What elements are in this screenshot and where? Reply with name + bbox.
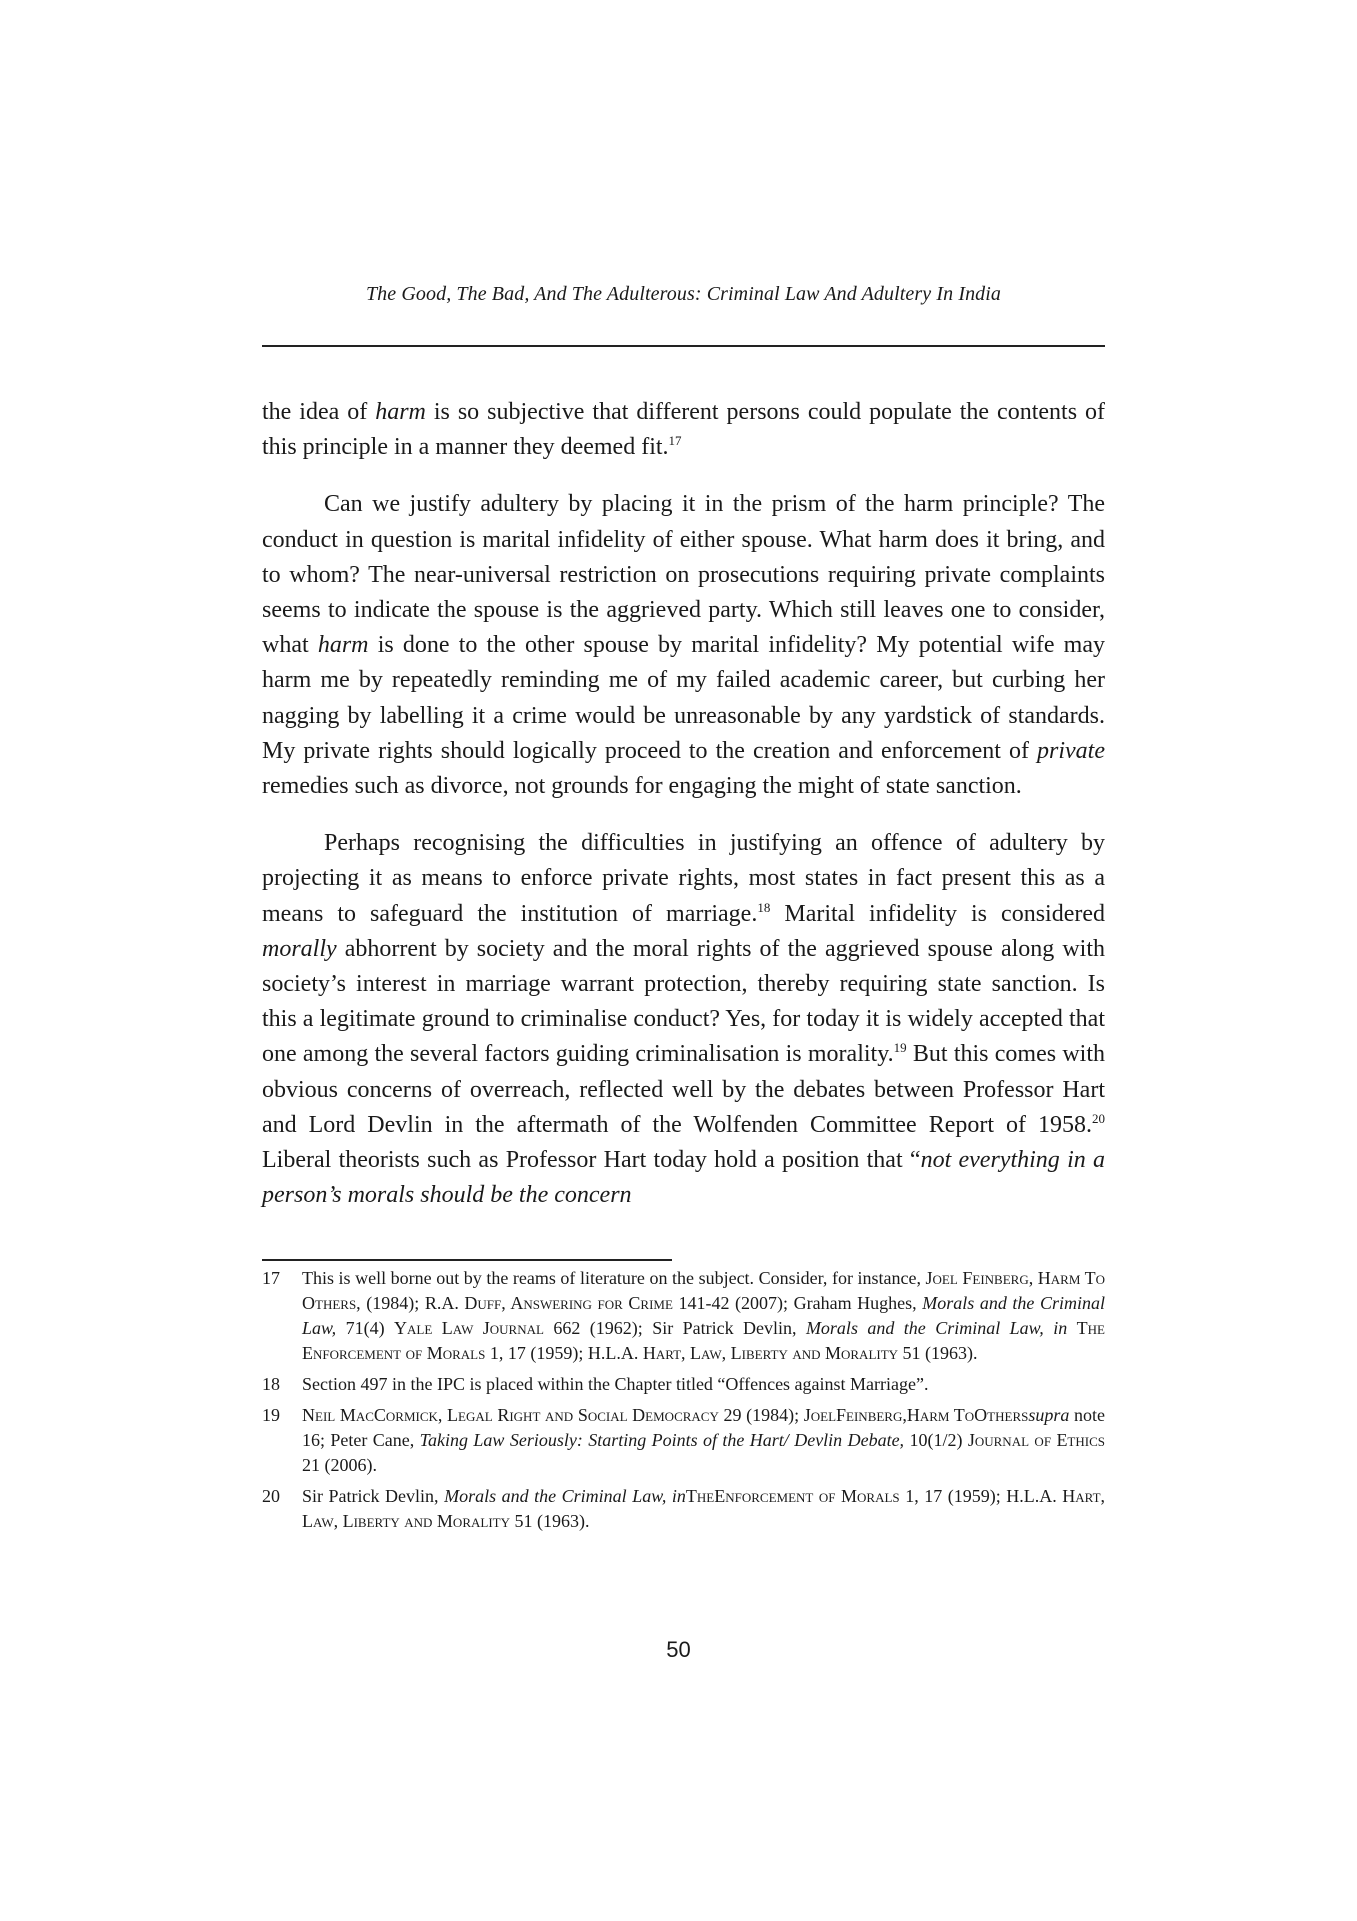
text-run: But this comes with obvious concerns of overreach, reflected well by the debates between Professor Hart and Lord Devlin in the aftermath of the Wolfenden Committee Report of 1958. [262, 1041, 1105, 1138]
text-run: the idea of [262, 399, 376, 425]
paragraph-1 [262, 395, 1105, 465]
emphasis: harm [317, 632, 369, 659]
footnote-ref-17[interactable]: 17 [668, 433, 682, 449]
emphasis: not everything in a person’s morals should be the concern [262, 1147, 1106, 1209]
footnote-number: 20 [262, 1486, 280, 1506]
text-run: Liberal theorists such as Professor Hart today hold a position that “ [262, 1147, 921, 1174]
emphasis: morally [262, 935, 337, 962]
footnote-number: 18 [262, 1374, 280, 1394]
text-run: Perhaps recognising the difficulties in justifying an offence of adultery by projecting it as means to enforce private rights, most states in fact present this as a means to safeguard the institution of marriage. [262, 830, 1105, 927]
footnote-ref-19[interactable]: 19 [893, 1040, 907, 1056]
text-run: Marital infidelity is considered [770, 900, 1105, 927]
header-rule [262, 345, 1105, 347]
emphasis: private [1037, 737, 1105, 764]
text-run: abhorrent by society and the moral rights of the aggrieved spouse along with society’s interest in marriage warrant protection, thereby requiring state sanction. Is this a legitimate ground to criminalise conduct? Yes, for today it is widely accepted that one among the several factors guiding criminalisation is morality. [262, 935, 1105, 1068]
emphasis: harm [375, 399, 426, 425]
running-head: The Good, The Bad, And The Adulterous: Criminal Law And Adultery In India [365, 283, 1002, 305]
paragraph-2 [262, 487, 1105, 804]
text-run: Can we justify adultery by placing it in the prism of the harm principle? The conduct in question is marital infidelity of either spouse. What harm does it bring, and to whom? The near-universal restriction on prosecutions requiring private complaints seems to indicate the spouse is the aggrieved party. Which still leaves one to consider, what [262, 491, 1105, 659]
footnotes [262, 1266, 1105, 1540]
footnote-ref-18[interactable]: 18 [757, 899, 771, 915]
footnote-19 [262, 1403, 1105, 1478]
footnote-text: Sir Patrick Devlin, Morals and the Criminal Law, inTheEnforcement of Morals 1, 17 (1959); H.L.A. Hart, Law, Liberty and Morality 51 (1963). [302, 1486, 1106, 1531]
footnote-17 [262, 1266, 1105, 1366]
text-run: remedies such as divorce, not grounds for engaging the might of state sanction. [262, 773, 1022, 800]
footnote-20 [262, 1484, 1105, 1534]
body-text [262, 395, 1105, 1235]
page-number: 50 [666, 1637, 691, 1662]
footnote-ref-20[interactable]: 20 [1092, 1110, 1105, 1126]
footnote-text: Section 497 in the IPC is placed within the Chapter titled “Offences against Marriage”. [302, 1374, 929, 1394]
footnote-text: Neil MacCormick, Legal Right and Social Democracy 29 (1984); JoelFeinberg,Harm ToOtherssupra note 16; Peter Cane, Taking Law Seriously: Starting Points of the Hart/ Devlin Debate, 10(1/2) Journal of Ethics 21 (2006). [302, 1405, 1105, 1475]
text-run: is done to the other spouse by marital infidelity? My potential wife may harm me by repeatedly reminding me of my failed academic career, but curbing her nagging by labelling it a crime would be unreasonable by any yardstick of standards. My private rights should logically proceed to the creation and enforcement of [262, 632, 1106, 764]
footnote-18 [262, 1372, 1105, 1397]
text-run: is so subjective that different persons could populate the contents of this principle in a manner they deemed fit. [262, 399, 1105, 461]
footnote-number: 19 [262, 1405, 280, 1425]
footnote-text: This is well borne out by the reams of literature on the subject. Consider, for instance, Joel Feinberg, Harm To Others, (1984); R.A. Duff, Answering for Crime 141-42 (2007); Graham Hughes, Morals and the Criminal Law, 71(4) Yale Law Journal 662 (1962); Sir Patrick Devlin, Morals and the Criminal Law, in The Enforcement of Morals 1, 17 (1959); H.L.A. Hart, Law, Liberty and Morality 51 (1963). [302, 1268, 1105, 1363]
footnote-number: 17 [262, 1268, 280, 1288]
paragraph-3 [262, 826, 1105, 1213]
footnote-rule [262, 1259, 672, 1261]
